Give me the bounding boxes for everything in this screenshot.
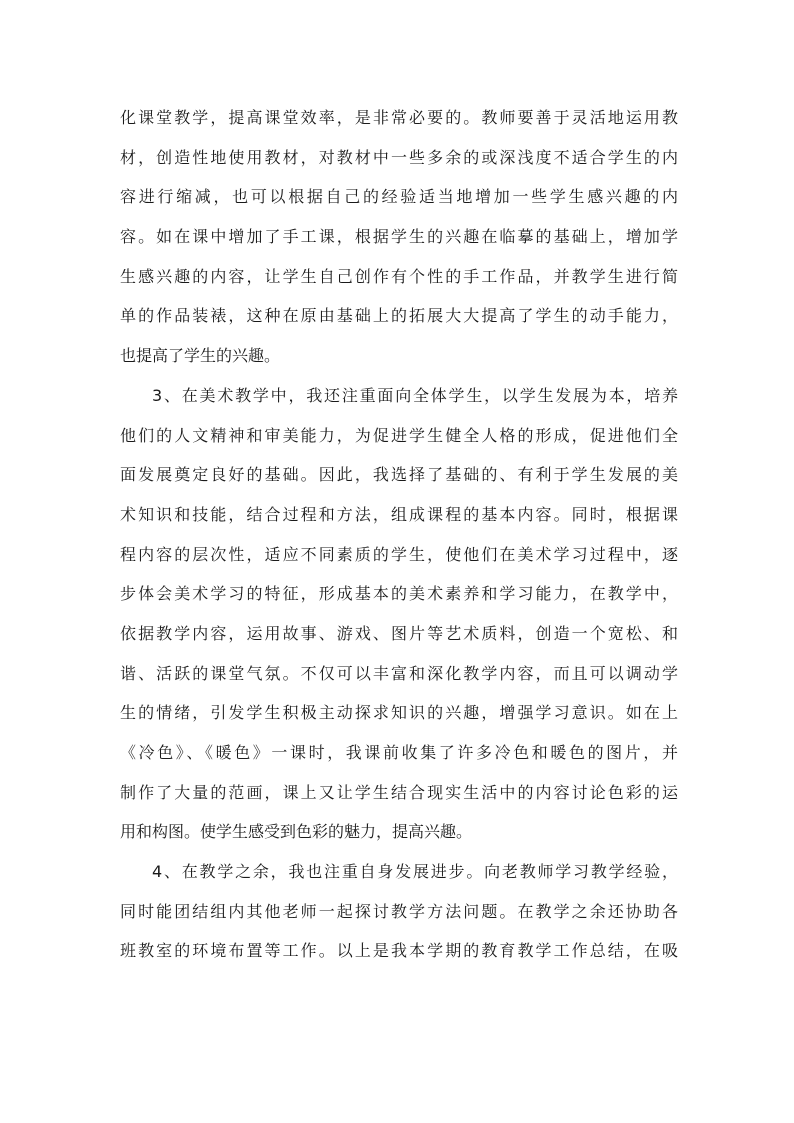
- text-line: 他们的人文精神和审美能力，为促进学生健全人格的形成，促进他们全: [120, 425, 678, 445]
- text-line: 班教室的环境布置等工作。以上是我本学期的教育教学工作总结，在吸: [120, 941, 678, 961]
- text-line: 程内容的层次性，适应不同素质的学生，使他们在美术学习过程中，逐: [120, 544, 678, 564]
- text-line: 步体会美术学习的特征，形成基本的美术素养和学习能力，在教学中，: [120, 584, 678, 604]
- text-line: 依据教学内容，运用故事、游戏、图片等艺术质料，创造一个宽松、和: [120, 623, 678, 643]
- paragraph-end-line: 用和构图。使学生感受到色彩的魅力，提高兴趣。: [120, 822, 473, 842]
- body-text: [120, 98, 678, 971]
- text-line: 容进行缩减，也可以根据自己的经验适当地增加一些学生感兴趣的内: [120, 187, 678, 207]
- paragraph-start-line: 3、在美术教学中，我还注重面向全体学生，以学生发展为本，培养: [152, 385, 678, 405]
- text-line: 同时能团结组内其他老师一起探讨教学方法问题。在教学之余还协助各: [120, 901, 678, 921]
- text-line: 谐、活跃的课堂气氛。不仅可以丰富和深化教学内容，而且可以调动学: [120, 663, 678, 683]
- text-line: 《冷色》、《暖色》一课时，我课前收集了许多冷色和暖色的图片，并: [120, 743, 678, 762]
- text-line: 容。如在课中增加了手工课，根据学生的兴趣在临摹的基础上，增加学: [120, 227, 678, 247]
- text-line: 术知识和技能，结合过程和方法，组成课程的基本内容。同时，根据课: [120, 504, 678, 524]
- paragraph-start-line: 4、在教学之余，我也注重自身发展进步。向老教师学习教学经验，: [152, 862, 678, 882]
- paragraph-end-line: 也提高了学生的兴趣。: [120, 346, 281, 366]
- text-line: 材，创造性地使用教材，对教材中一些多余的或深浅度不适合学生的内: [120, 147, 678, 167]
- text-line: 面发展奠定良好的基础。因此，我选择了基础的、有利于学生发展的美: [120, 465, 678, 485]
- text-line: 生的情绪，引发学生积极主动探求知识的兴趣，增强学习意识。如在上: [120, 703, 678, 723]
- text-line: 生感兴趣的内容，让学生自己创作有个性的手工作品，并教学生进行简: [120, 266, 678, 286]
- text-line: 化课堂教学，提高课堂效率，是非常必要的。教师要善于灵活地运用教: [120, 108, 678, 127]
- text-line: 单的作品装裱，这种在原由基础上的拓展大大提高了学生的动手能力，: [120, 306, 678, 326]
- text-line: 制作了大量的范画，课上又让学生结合现实生活中的内容讨论色彩的运: [120, 782, 678, 802]
